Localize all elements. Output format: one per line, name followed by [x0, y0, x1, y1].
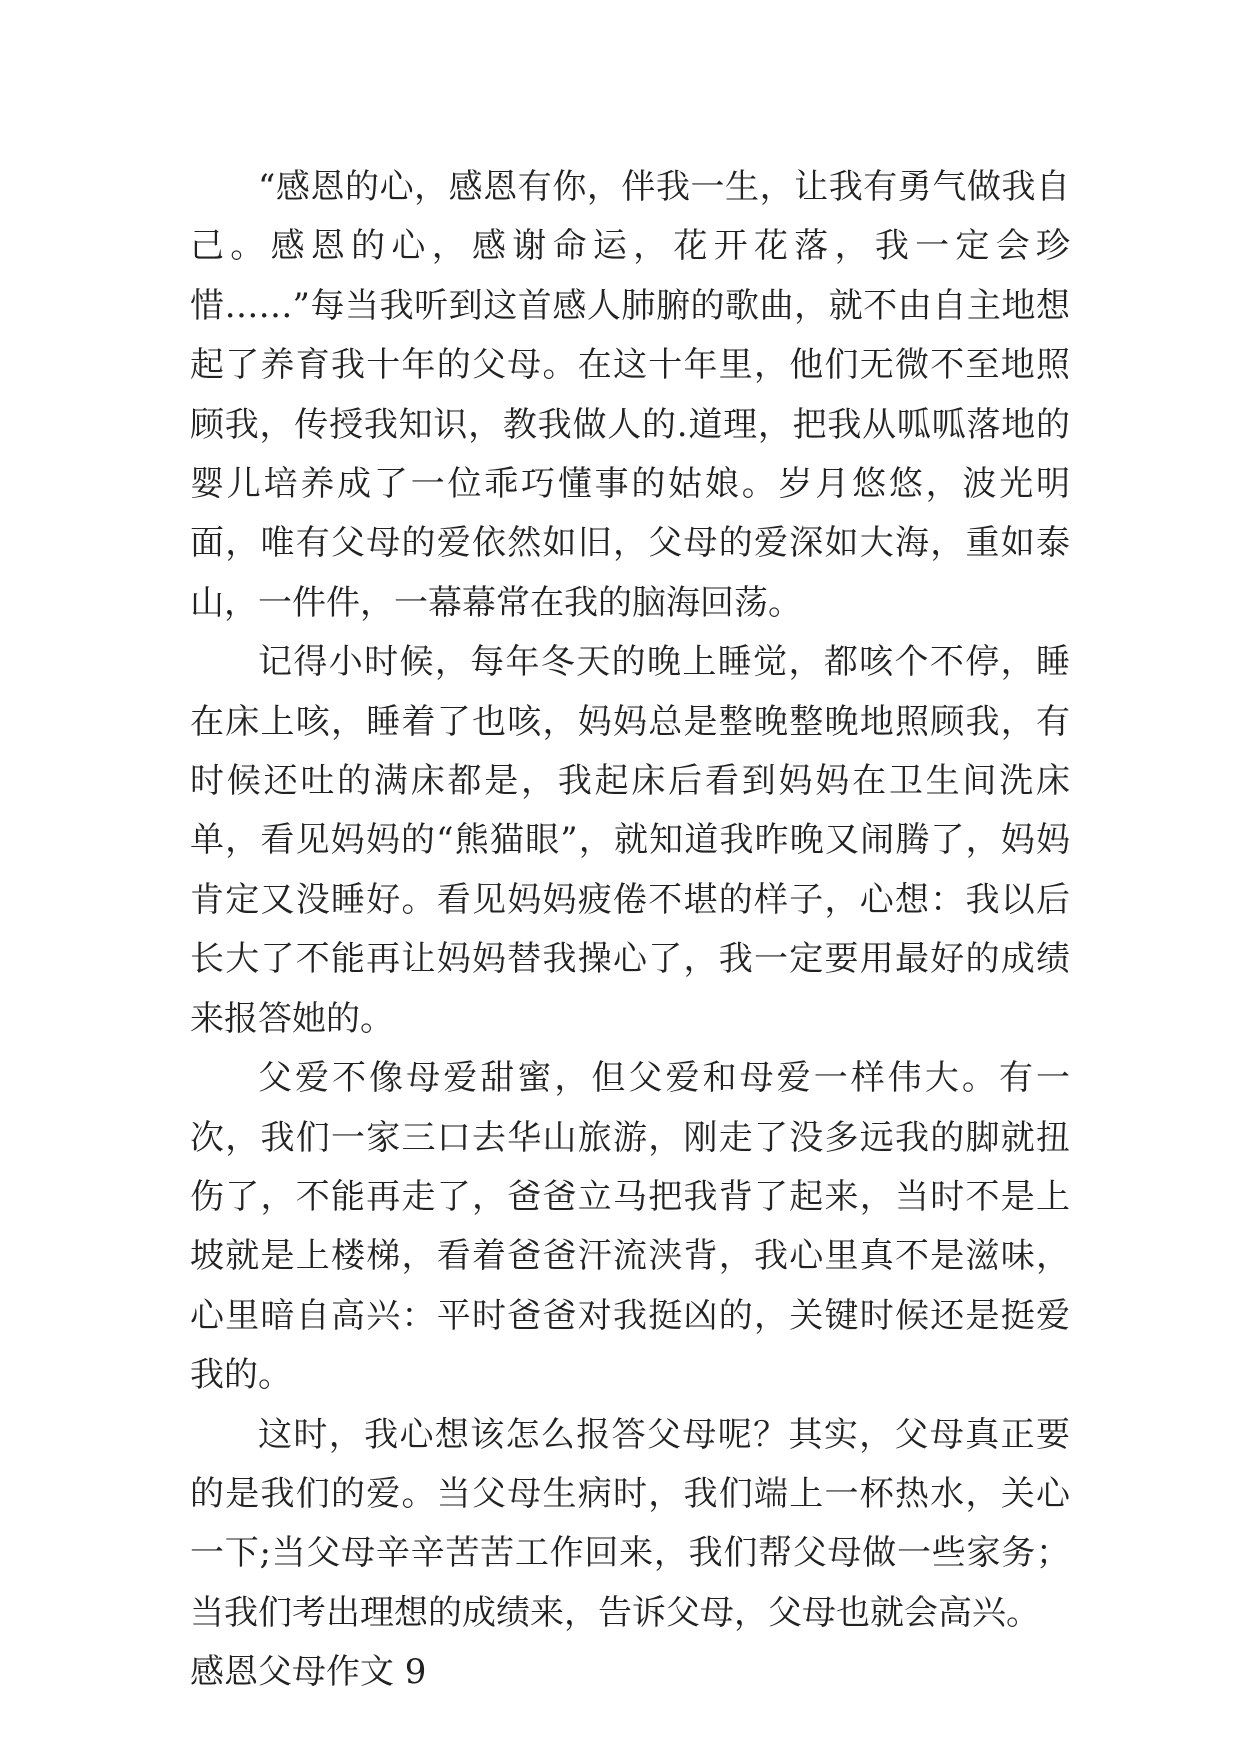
- paragraph-2: 记得小时候，每年冬天的晚上睡觉，都咳个不停，睡在床上咳，睡着了也咳，妈妈总是整晚整晚地照顾我，有时候还吐的满床都是，我起床后看到妈妈在卫生间洗床单，看见妈妈的“熊猫眼”，就知道我昨晚又闹腾了，妈妈肯定又没睡好。看见妈妈疲倦不堪的样子，心想：我以后长大了不能再让妈妈替我操心了，我一定要用最好的成绩来报答她的。: [190, 642, 1070, 1039]
- paragraph-1: “感恩的心，感恩有你，伴我一生，让我有勇气做我自己。感恩的心，感谢命运，花开花落，我一定会珍惜……”每当我听到这首感人肺腑的歌曲，就不由自主地想起了养育我十年的父母。在这十年里，他们无微不至地照顾我，传授我知识，教我做人的.道理，把我从呱呱落地的婴儿培养成了一位乖巧懂事的姑娘。岁月悠悠，波光明面，唯有父母的爱依然如旧，父母的爱深如大海，重如泰山，一件件，一幕幕常在我的脑海回荡。: [190, 167, 1070, 623]
- document-body: [190, 158, 1070, 1703]
- section-title: 感恩父母作文 9: [190, 1652, 427, 1693]
- paragraph-4: 这时，我心想该怎么报答父母呢？其实，父母真正要的是我们的爱。当父母生病时，我们端上一杯热水，关心一下;当父母辛辛苦苦工作回来，我们帮父母做一些家务；当我们考出理想的成绩来，告诉父母，父母也就会高兴。: [190, 1414, 1071, 1633]
- paragraph-3: 父爱不像母爱甜蜜，但父爱和母爱一样伟大。有一次，我们一家三口去华山旅游，刚走了没多远我的脚就扭伤了，不能再走了，爸爸立马把我背了起来，当时不是上坡就是上楼梯，看着爸爸汗流浃背，我心里真不是滋味，心里暗自高兴：平时爸爸对我挺凶的，关键时候还是挺爱我的。: [190, 1058, 1070, 1396]
